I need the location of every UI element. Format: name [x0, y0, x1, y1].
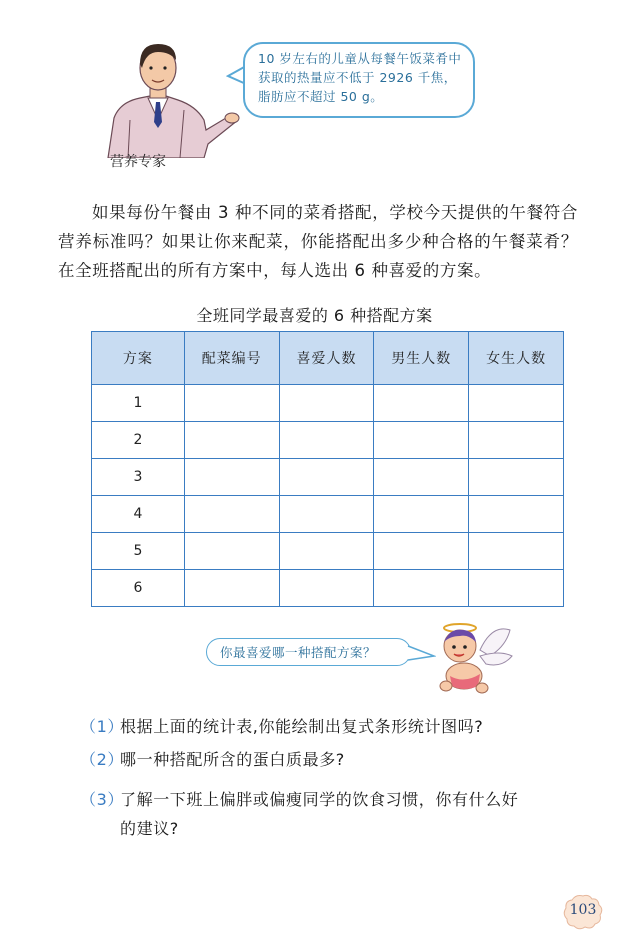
empty-cell[interactable] — [279, 533, 374, 570]
header-boys: 男生人数 — [374, 332, 469, 385]
question-text-continued: 的建议? — [120, 819, 179, 838]
empty-cell[interactable] — [469, 570, 564, 607]
empty-cell[interactable] — [184, 459, 279, 496]
page-number: 103 — [569, 902, 597, 918]
nutrition-expert-illustration — [100, 40, 240, 158]
table-row — [92, 533, 564, 570]
table-title: 全班同学最喜爱的 6 种搭配方案 — [196, 306, 433, 325]
empty-cell[interactable] — [279, 496, 374, 533]
plan-number: 4 — [92, 496, 185, 533]
question-number: （3） — [80, 790, 124, 809]
question-text: 了解一下班上偏胖或偏瘦同学的饮食习惯，你有什么好 — [120, 790, 519, 809]
plan-number: 2 — [92, 422, 185, 459]
plan-number: 5 — [92, 533, 185, 570]
empty-cell[interactable] — [374, 422, 469, 459]
empty-cell[interactable] — [469, 385, 564, 422]
empty-cell[interactable] — [279, 385, 374, 422]
question-2 — [80, 745, 590, 774]
table-row — [92, 496, 564, 533]
table-row — [92, 570, 564, 607]
empty-cell[interactable] — [374, 570, 469, 607]
empty-cell[interactable] — [279, 570, 374, 607]
empty-cell[interactable] — [469, 533, 564, 570]
plan-number: 3 — [92, 459, 185, 496]
empty-cell[interactable] — [184, 496, 279, 533]
question-text: 哪一种搭配所含的蛋白质最多? — [120, 750, 345, 769]
question-3 — [80, 785, 590, 843]
expert-caption: 营养专家 — [110, 154, 166, 170]
empty-cell[interactable] — [374, 459, 469, 496]
empty-cell[interactable] — [469, 422, 564, 459]
empty-cell[interactable] — [374, 385, 469, 422]
table-header-row — [92, 332, 564, 385]
empty-cell[interactable] — [184, 533, 279, 570]
question-1 — [80, 712, 590, 741]
plan-number: 6 — [92, 570, 185, 607]
empty-cell[interactable] — [469, 459, 564, 496]
header-girls: 女生人数 — [469, 332, 564, 385]
plan-number: 1 — [92, 385, 185, 422]
empty-cell[interactable] — [184, 570, 279, 607]
question-number: （1） — [80, 717, 124, 736]
empty-cell[interactable] — [184, 422, 279, 459]
intro-paragraph: 如果每份午餐由 3 种不同的菜肴搭配，学校今天提供的午餐符合营养标准吗？如果让你来配菜，你能搭配出多少种合格的午餐菜肴？在全班搭配出的所有方案中，每人选出 6 种喜爱的方案。 — [58, 203, 578, 280]
empty-cell[interactable] — [374, 533, 469, 570]
table-row — [92, 459, 564, 496]
empty-cell[interactable] — [374, 496, 469, 533]
table-row — [92, 385, 564, 422]
question-number: （2） — [80, 750, 124, 769]
cupid-angel-illustration — [430, 620, 515, 698]
empty-cell[interactable] — [279, 459, 374, 496]
table-row — [92, 422, 564, 459]
empty-cell[interactable] — [469, 496, 564, 533]
empty-cell[interactable] — [184, 385, 279, 422]
favorite-plans-table — [91, 331, 564, 607]
header-dish-numbers: 配菜编号 — [184, 332, 279, 385]
header-likes: 喜爱人数 — [279, 332, 374, 385]
prompt-text: 你最喜爱哪一种搭配方案？ — [220, 645, 377, 660]
header-plan: 方案 — [92, 332, 185, 385]
expert-speech-text: 10 岁左右的儿童从每餐午饭菜肴中获取的热量应不低于 2926 千焦，脂肪应不超过 50 g。 — [258, 51, 462, 104]
empty-cell[interactable] — [279, 422, 374, 459]
question-text: 根据上面的统计表,你能绘制出复式条形统计图吗? — [120, 717, 484, 736]
